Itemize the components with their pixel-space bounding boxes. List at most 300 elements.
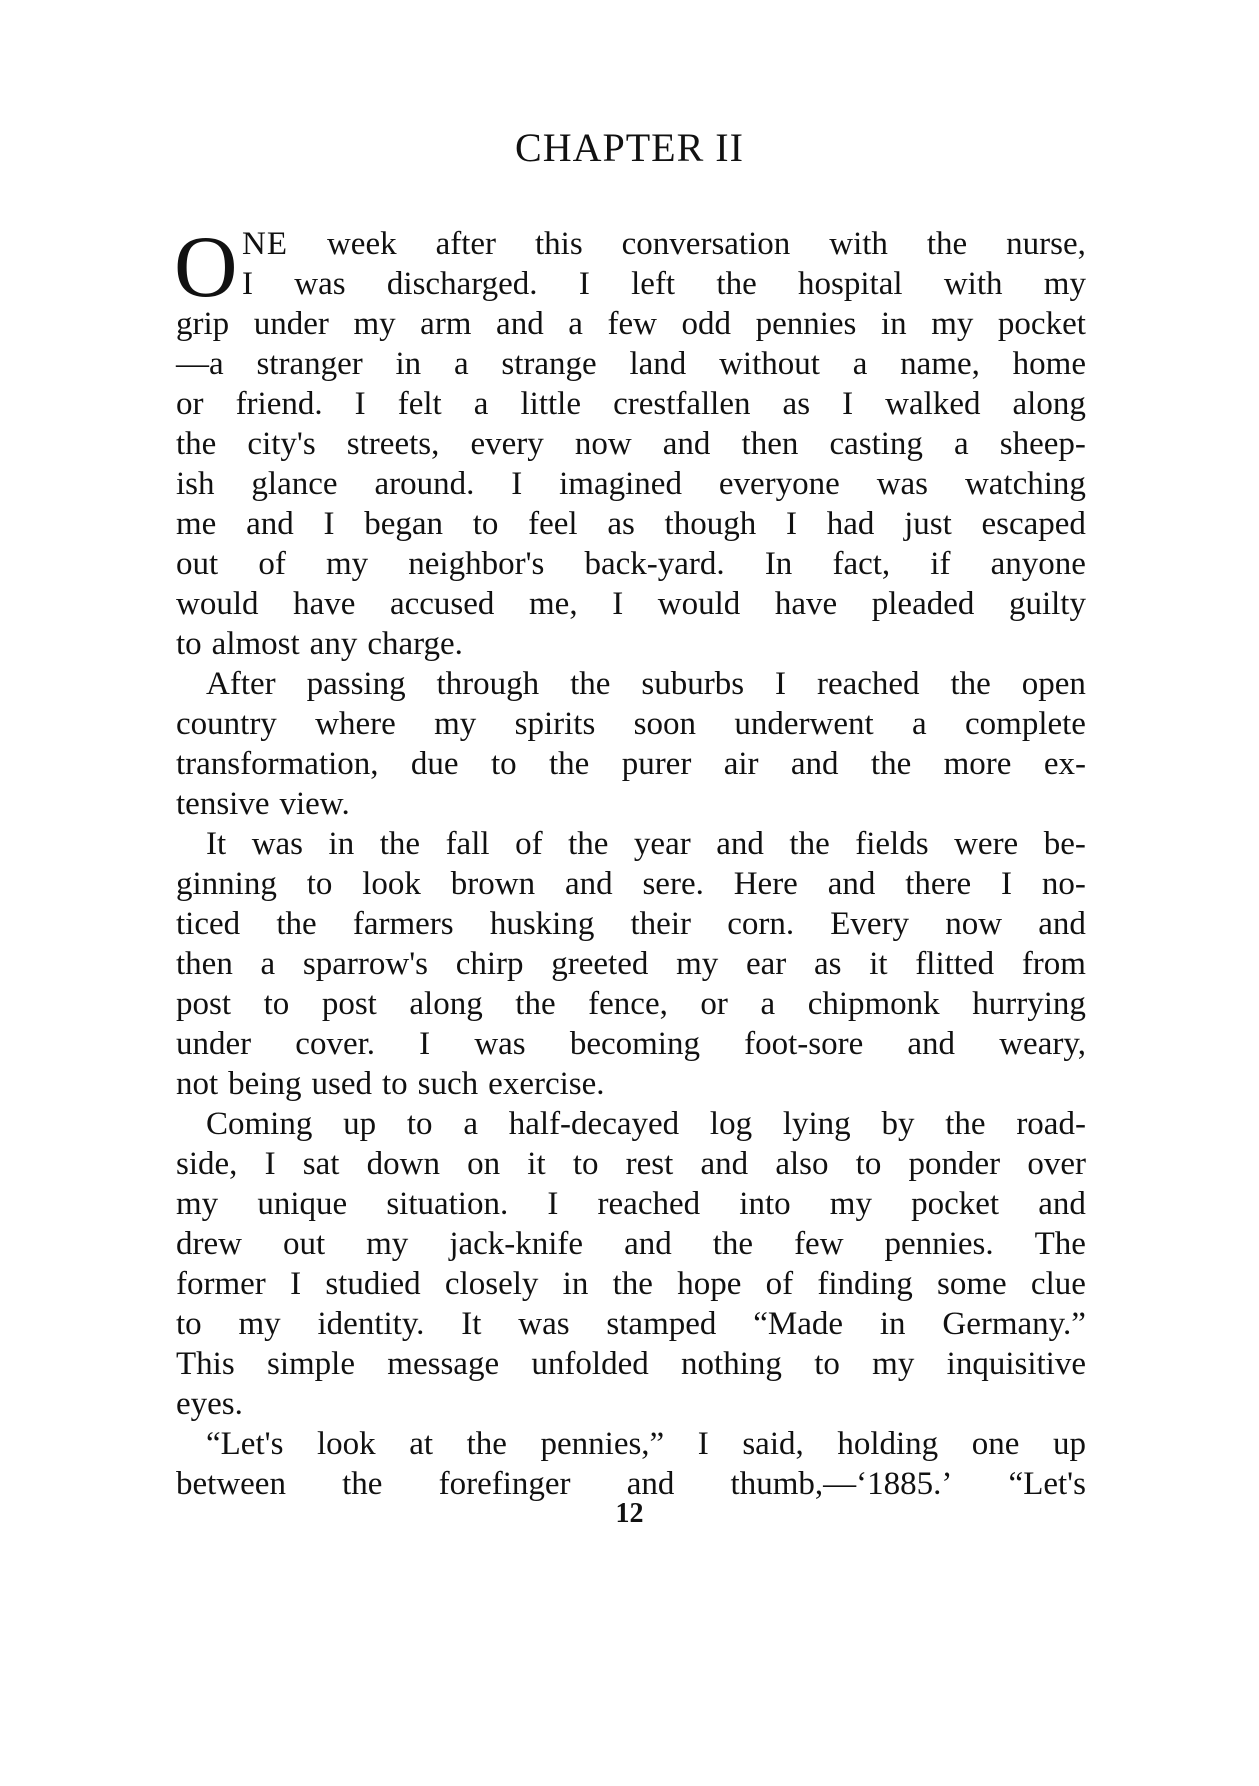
text-line: [176, 1384, 1086, 1424]
word: studied: [325, 1266, 421, 1302]
text-line: [176, 904, 1086, 944]
word: hospital: [798, 266, 903, 302]
word: the: [950, 666, 991, 702]
word: chipmonk: [807, 986, 940, 1022]
word: the: [342, 1466, 383, 1502]
word: I: [785, 506, 797, 542]
word: side,: [176, 1146, 238, 1182]
word: a: [954, 426, 969, 462]
word: fact,: [832, 546, 891, 582]
word: where: [315, 706, 396, 742]
word: of: [258, 546, 286, 582]
word: back-yard.: [584, 546, 725, 582]
word: The: [1034, 1226, 1086, 1262]
word: my: [238, 1306, 281, 1342]
word: In: [764, 546, 793, 582]
word: look: [362, 866, 421, 902]
word: few: [607, 306, 657, 342]
page-number: 12: [615, 1498, 644, 1529]
word: land: [629, 346, 687, 382]
text-line: [176, 944, 1086, 984]
word: the: [548, 746, 590, 782]
word: under: [253, 306, 329, 342]
word: to: [382, 1066, 408, 1102]
text-line: [176, 1064, 1086, 1104]
word: my: [931, 306, 974, 342]
word: now: [574, 426, 632, 462]
word: or: [700, 986, 728, 1022]
word: reached: [597, 1186, 701, 1222]
word: in: [880, 306, 907, 342]
word: the: [945, 1106, 986, 1142]
word: city's: [247, 426, 316, 462]
word: “Made: [753, 1306, 844, 1342]
word: pennies: [755, 306, 857, 342]
word: the: [379, 826, 421, 862]
word: was: [294, 266, 346, 302]
word: arm: [420, 306, 472, 342]
word: former: [176, 1266, 266, 1302]
word: and: [1038, 1186, 1086, 1222]
text-line: [176, 424, 1086, 464]
word: Coming: [206, 1106, 313, 1142]
text-line: [176, 384, 1086, 424]
word: look: [316, 1426, 376, 1462]
word: pennies.: [884, 1226, 994, 1262]
word: my: [829, 1186, 872, 1222]
word: and: [907, 1026, 956, 1062]
word: said,: [742, 1426, 804, 1462]
word: and: [564, 866, 613, 902]
word: or: [176, 386, 204, 422]
word: situation.: [386, 1186, 509, 1222]
word: escaped: [981, 506, 1086, 542]
word: ex-: [1043, 746, 1086, 782]
drop-cap: O: [174, 219, 238, 316]
word: to: [572, 1146, 599, 1182]
word: This: [176, 1346, 235, 1382]
word: on: [467, 1146, 501, 1182]
word: walked: [885, 386, 981, 422]
word: the: [712, 1226, 754, 1262]
word: not: [176, 1066, 219, 1102]
word: “Let's: [206, 1426, 284, 1462]
word: the: [870, 746, 912, 782]
word: over: [1027, 1146, 1086, 1182]
word: my: [176, 1186, 219, 1222]
word: I: [354, 386, 366, 422]
text-line: [176, 824, 1086, 864]
text-line: [176, 304, 1086, 344]
word: due: [410, 746, 459, 782]
word: felt: [397, 386, 442, 422]
word: left: [631, 266, 676, 302]
word: to: [814, 1346, 840, 1382]
word: out: [176, 546, 219, 582]
word: It: [206, 826, 227, 862]
word: I: [612, 586, 624, 622]
word: I: [511, 466, 523, 502]
word: ginning: [176, 866, 277, 902]
word: the: [716, 266, 757, 302]
word: sheep-: [999, 426, 1086, 462]
word: me,: [529, 586, 578, 622]
text-line: [176, 1304, 1086, 1344]
word: then: [176, 946, 233, 982]
word: purer: [621, 746, 692, 782]
word: becoming: [569, 1026, 700, 1062]
word: pennies,”: [540, 1426, 665, 1462]
word: any: [309, 626, 358, 662]
word: to: [263, 986, 290, 1022]
word: also: [775, 1146, 829, 1182]
word: fall: [445, 826, 490, 862]
word: unfolded: [531, 1346, 649, 1382]
word: a: [568, 306, 583, 342]
word: along: [409, 986, 483, 1022]
word: my: [434, 706, 477, 742]
word: I: [419, 1026, 431, 1062]
word: pleaded: [871, 586, 975, 622]
word: rest: [625, 1146, 674, 1182]
word: by: [881, 1106, 915, 1142]
word: down: [366, 1146, 440, 1182]
word: post: [321, 986, 377, 1022]
word: I: [547, 1186, 559, 1222]
word: as: [814, 946, 842, 982]
word: from: [1021, 946, 1086, 982]
word: into: [739, 1186, 791, 1222]
word: Every: [830, 906, 910, 942]
word: crestfallen: [613, 386, 751, 422]
word: finding: [817, 1266, 913, 1302]
word: almost: [211, 626, 300, 662]
opening-word-rest: NE: [242, 226, 288, 262]
word: corn.: [727, 906, 795, 942]
word: strange: [501, 346, 597, 382]
word: I: [1001, 866, 1013, 902]
word: suburbs: [641, 666, 745, 702]
word: with: [829, 226, 888, 262]
word: fields: [855, 826, 929, 862]
word: in: [562, 1266, 589, 1302]
word: accused: [389, 586, 495, 622]
word: soon: [633, 706, 697, 742]
word: if: [930, 546, 951, 582]
word: It: [461, 1306, 482, 1342]
word: and: [827, 866, 876, 902]
word: Germany.”: [942, 1306, 1086, 1342]
word: passing: [306, 666, 406, 702]
word: unique: [257, 1186, 348, 1222]
word: and: [716, 826, 764, 862]
word: then: [741, 426, 799, 462]
word: the: [926, 226, 968, 262]
word: I: [697, 1426, 709, 1462]
word: After: [206, 666, 276, 702]
word: was: [876, 466, 929, 502]
word: to: [176, 626, 202, 662]
word: eyes.: [176, 1386, 243, 1422]
word: pocket: [911, 1186, 1000, 1222]
word: between: [176, 1466, 286, 1502]
word: ticed: [176, 906, 241, 942]
text-line: [176, 1024, 1086, 1064]
text-line: [176, 1104, 1086, 1144]
word: a: [912, 706, 927, 742]
word: foot-sore: [744, 1026, 864, 1062]
word: it: [527, 1146, 546, 1182]
word: sat: [302, 1146, 340, 1182]
word: to: [490, 746, 517, 782]
word: inquisitive: [946, 1346, 1086, 1382]
word: the: [612, 1266, 653, 1302]
word: would: [657, 586, 741, 622]
word: sparrow's: [302, 946, 429, 982]
word: a: [473, 386, 489, 422]
word: their: [630, 906, 691, 942]
word: tensive: [176, 786, 270, 822]
word: ish: [176, 466, 215, 502]
word: flitted: [915, 946, 995, 982]
word: after: [435, 226, 497, 262]
word: used: [311, 1066, 372, 1102]
word: the: [276, 906, 317, 942]
word: week: [326, 226, 397, 262]
word: the: [515, 986, 556, 1022]
paragraph: [174, 219, 1086, 664]
word: I: [242, 266, 253, 302]
word: had: [826, 506, 875, 542]
word: closely: [444, 1266, 539, 1302]
word: brown: [450, 866, 536, 902]
word: post: [176, 986, 232, 1022]
word: Here: [733, 866, 798, 902]
word: and: [496, 306, 544, 342]
word: under: [176, 1026, 252, 1062]
chapter-body: [174, 219, 1086, 1504]
word: ponder: [908, 1146, 1001, 1182]
text-line: [176, 1144, 1086, 1184]
word: —a: [176, 346, 224, 382]
word: at: [409, 1426, 434, 1462]
text-line: [176, 784, 1086, 824]
word: was: [474, 1026, 526, 1062]
word: lying: [782, 1106, 851, 1142]
word: my: [1043, 266, 1086, 302]
word: this: [535, 226, 583, 262]
word: and: [1038, 906, 1086, 942]
word: jack-knife: [449, 1226, 584, 1262]
word: view.: [279, 786, 350, 822]
word: neighbor's: [408, 546, 545, 582]
word: was: [518, 1306, 570, 1342]
word: to: [855, 1146, 882, 1182]
word: have: [774, 586, 838, 622]
word: road-: [1016, 1106, 1086, 1142]
word: now: [945, 906, 1003, 942]
word: clue: [1030, 1266, 1086, 1302]
word: out: [282, 1226, 326, 1262]
word: through: [436, 666, 540, 702]
word: drew: [176, 1226, 242, 1262]
text-line: [176, 1424, 1086, 1464]
text-line: [176, 704, 1086, 744]
word: ear: [745, 946, 787, 982]
word: conversation: [621, 226, 791, 262]
paragraph: [176, 664, 1086, 824]
word: cover.: [295, 1026, 376, 1062]
word: there: [905, 866, 972, 902]
word: odd: [681, 306, 732, 342]
word: were: [954, 826, 1019, 862]
text-line: [176, 864, 1086, 904]
text-line: [176, 264, 1086, 304]
word: exercise.: [488, 1066, 605, 1102]
word: and: [662, 426, 711, 462]
word: half-decayed: [508, 1106, 680, 1142]
word: around.: [374, 466, 475, 502]
text-line: [176, 1344, 1086, 1384]
word: reached: [816, 666, 920, 702]
text-line: [176, 1264, 1086, 1304]
word: began: [364, 506, 443, 542]
word: air: [723, 746, 759, 782]
word: every: [470, 426, 544, 462]
word: a: [260, 946, 276, 982]
paragraph: [176, 824, 1086, 1104]
word: the: [176, 426, 217, 462]
word: I: [842, 386, 854, 422]
word: hurrying: [972, 986, 1086, 1022]
word: anyone: [990, 546, 1086, 582]
word: have: [293, 586, 356, 622]
text-line: [176, 584, 1086, 624]
word: “Let's: [1008, 1466, 1086, 1502]
word: one: [971, 1426, 1020, 1462]
word: open: [1021, 666, 1086, 702]
text-line: [176, 544, 1086, 584]
text-line: [176, 224, 1086, 264]
text-line: [176, 744, 1086, 784]
word: would: [176, 586, 259, 622]
word: glance: [251, 466, 338, 502]
word: feel: [528, 506, 578, 542]
word: weary,: [999, 1026, 1086, 1062]
text-line: [176, 344, 1086, 384]
word: watching: [964, 466, 1086, 502]
word: name,: [900, 346, 980, 382]
text-line: [176, 464, 1086, 504]
word: some: [936, 1266, 1007, 1302]
word: my: [353, 306, 396, 342]
text-line: [176, 664, 1086, 704]
word: identity.: [317, 1306, 425, 1342]
word: complete: [965, 706, 1086, 742]
word: and: [246, 506, 294, 542]
word: thumb,—‘1885.’: [730, 1466, 953, 1502]
text-line: [176, 624, 1086, 664]
word: husking: [489, 906, 595, 942]
word: stamped: [606, 1306, 717, 1342]
word: of: [515, 826, 543, 862]
word: such: [417, 1066, 479, 1102]
word: be-: [1043, 826, 1086, 862]
word: was: [251, 826, 304, 862]
word: message: [387, 1346, 500, 1382]
word: up: [1052, 1426, 1086, 1462]
word: I: [323, 506, 335, 542]
word: in: [395, 346, 422, 382]
word: simple: [266, 1346, 355, 1382]
word: streets,: [346, 426, 440, 462]
text-line: [176, 984, 1086, 1024]
word: to: [176, 1306, 202, 1342]
word: in: [328, 826, 355, 862]
word: forefinger: [438, 1466, 571, 1502]
word: without: [719, 346, 820, 382]
word: my: [872, 1346, 915, 1382]
text-line: [176, 1184, 1086, 1224]
word: country: [176, 706, 277, 742]
word: I: [578, 266, 590, 302]
word: my: [676, 946, 719, 982]
word: along: [1012, 386, 1086, 422]
word: grip: [176, 306, 230, 342]
word: up: [343, 1106, 377, 1142]
word: I: [775, 666, 787, 702]
word: log: [709, 1106, 753, 1142]
word: me: [176, 506, 217, 542]
word: imagined: [559, 466, 682, 502]
word: my: [325, 546, 369, 582]
word: just: [904, 506, 952, 542]
word: the: [789, 826, 830, 862]
word: as: [607, 506, 635, 542]
word: guilty: [1008, 586, 1086, 622]
word: a: [463, 1106, 478, 1142]
word: casting: [829, 426, 923, 462]
word: friend.: [235, 386, 323, 422]
word: sere.: [642, 866, 704, 902]
word: the: [570, 666, 611, 702]
word: nothing: [681, 1346, 782, 1382]
word: more: [943, 746, 1012, 782]
word: underwent: [734, 706, 874, 742]
word: a: [760, 986, 776, 1022]
word: and: [624, 1226, 672, 1262]
word: it: [869, 946, 888, 982]
text-line: [176, 1224, 1086, 1264]
word: hope: [677, 1266, 742, 1302]
word: stranger: [256, 346, 363, 382]
word: as: [782, 386, 811, 422]
word: being: [228, 1066, 302, 1102]
word: to: [306, 866, 333, 902]
word: I: [264, 1146, 276, 1182]
word: transformation,: [176, 746, 379, 782]
word: pocket: [997, 306, 1086, 342]
word: year: [633, 826, 691, 862]
word: home: [1012, 346, 1086, 382]
word: little: [520, 386, 581, 422]
word: chirp: [455, 946, 524, 982]
word: though: [664, 506, 757, 542]
word: a: [453, 346, 469, 382]
word: no-: [1041, 866, 1086, 902]
word: the: [466, 1426, 507, 1462]
word: my: [366, 1226, 409, 1262]
